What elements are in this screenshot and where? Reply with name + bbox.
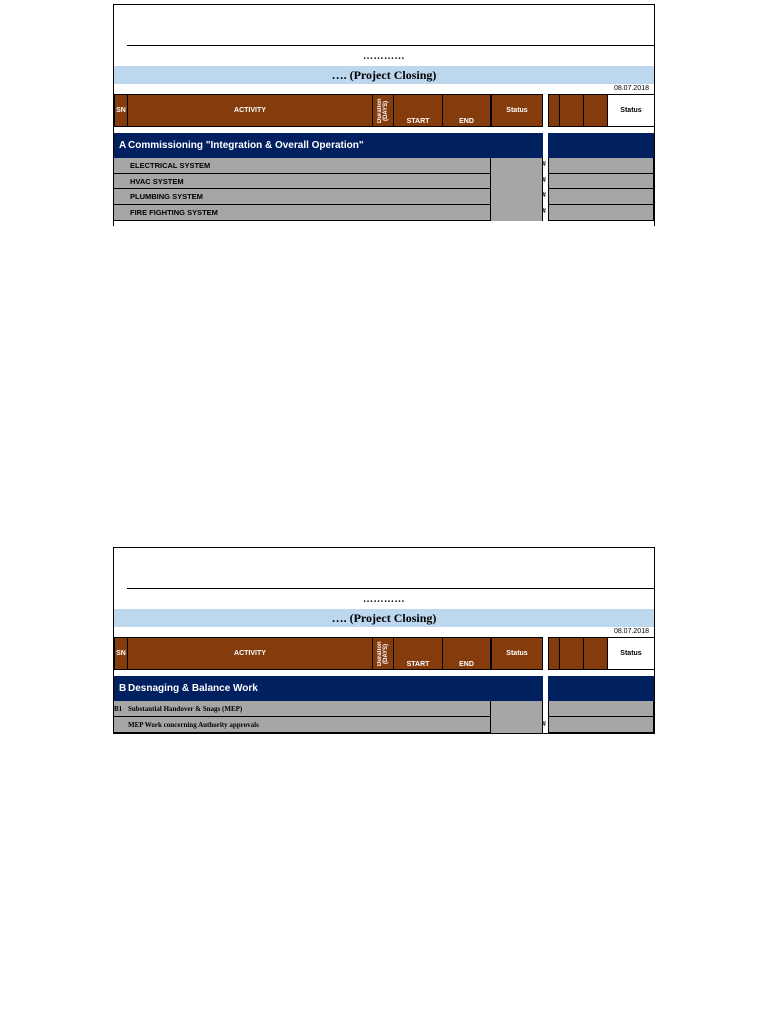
header-extra-2 xyxy=(559,637,584,670)
status-right-border xyxy=(542,701,543,733)
table-row xyxy=(114,174,491,189)
row-activity: ELECTRICAL SYSTEM xyxy=(130,161,211,170)
header-status: Status xyxy=(491,94,543,127)
header-end: END xyxy=(442,637,491,670)
header-start: START xyxy=(393,94,443,127)
section-letter: A xyxy=(119,140,127,151)
section-title: Desnaging & Balance Work xyxy=(128,683,258,694)
row-mark: # xyxy=(542,208,546,215)
dots-label: ………… xyxy=(363,594,405,605)
header-sn: SN xyxy=(114,94,128,127)
section-status-cell xyxy=(491,133,543,158)
header-duration-label: Duration (DAYS) xyxy=(377,98,389,123)
section-header xyxy=(114,133,491,158)
row-mark: # xyxy=(542,161,546,168)
row-mark: # xyxy=(542,721,546,728)
row-mark: # xyxy=(542,192,546,199)
row-activity: MEP Work concerning Authority approvals xyxy=(128,720,259,729)
sheet-1 xyxy=(113,4,655,226)
right-row-cell xyxy=(548,158,654,174)
row-sn: B1 xyxy=(114,704,123,713)
header-rule xyxy=(127,45,655,46)
header-activity: ACTIVITY xyxy=(127,637,373,670)
section-title: Commissioning "Integration & Overall Operation" xyxy=(128,140,364,151)
header-extra-3 xyxy=(583,637,608,670)
status-merged-cell xyxy=(491,701,543,733)
frame-top xyxy=(113,4,655,5)
table-row xyxy=(114,205,491,221)
right-row-cell xyxy=(548,174,654,189)
header-end: END xyxy=(442,94,491,127)
row-activity: PLUMBING SYSTEM xyxy=(130,192,203,201)
section-header xyxy=(114,676,491,701)
table-row xyxy=(114,701,491,717)
right-row-cell xyxy=(548,205,654,221)
table-row xyxy=(114,717,491,733)
header-start: START xyxy=(393,637,443,670)
right-row-cell xyxy=(548,701,654,717)
section-right-cell xyxy=(548,676,654,701)
header-activity: ACTIVITY xyxy=(127,94,373,127)
row-mark: # xyxy=(542,177,546,184)
row-activity: HVAC SYSTEM xyxy=(130,176,184,186)
sheet-2 xyxy=(113,547,655,734)
table-row xyxy=(114,189,491,205)
row-activity: Substantial Handover & Snags (MEP) xyxy=(128,704,243,713)
right-row-cell xyxy=(548,717,654,733)
section-status-cell xyxy=(491,676,543,701)
header-sn: SN xyxy=(114,637,128,670)
sheet-title: …. (Project Closing) xyxy=(114,66,654,84)
header-status-right: Status xyxy=(607,94,655,127)
header-rule xyxy=(127,588,655,589)
header-extra-2 xyxy=(559,94,584,127)
sheet-title: …. (Project Closing) xyxy=(114,609,654,627)
header-status: Status xyxy=(491,637,543,670)
section-right-cell xyxy=(548,133,654,158)
header-extra-3 xyxy=(583,94,608,127)
row-activity: FIRE FIGHTING SYSTEM xyxy=(130,208,218,217)
report-date: 08.07.2018 xyxy=(613,628,649,635)
table-bottom-border xyxy=(113,733,655,734)
header-duration xyxy=(372,637,394,670)
status-merged-cell xyxy=(491,158,543,221)
table-row xyxy=(114,158,491,174)
frame-top xyxy=(113,547,655,548)
section-letter: B xyxy=(119,683,127,694)
header-duration-label: Duration (DAYS) xyxy=(377,641,389,666)
report-date: 08.07.2018 xyxy=(613,85,649,92)
header-status-right: Status xyxy=(607,637,655,670)
right-row-cell xyxy=(548,189,654,205)
dots-label: ………… xyxy=(363,51,405,62)
header-duration xyxy=(372,94,394,127)
